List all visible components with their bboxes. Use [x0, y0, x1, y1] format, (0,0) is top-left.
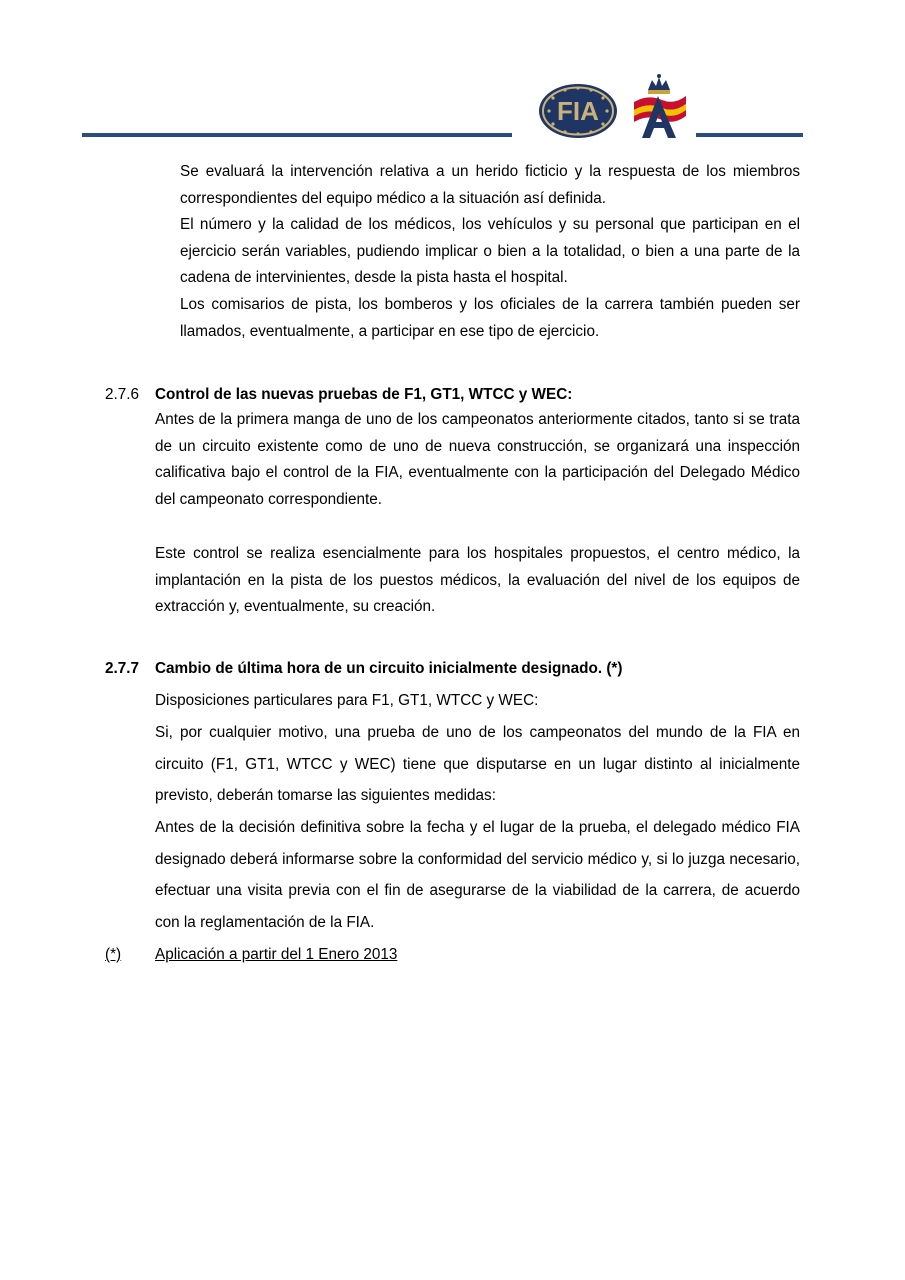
header-rule-right [696, 133, 803, 137]
rfeda-logo [628, 72, 690, 140]
section-277-paragraph-2: Si, por cualquier motivo, una prueba de uno de los campeonatos del mundo de la FIA en circuito (F1, GT1, WTCC y WEC) tiene que disputarse en un lugar distinto al inicialmente previsto, deberán tomarse las siguientes medidas: [155, 724, 800, 805]
section-277-number: 2.7.7 [105, 660, 140, 677]
section-276-number: 2.7.6 [105, 386, 140, 403]
intro-paragraph-3: Los comisarios de pista, los bomberos y los oficiales de la carrera también pueden ser llamados, eventualmente, a participar en ese tipo de ejercicio. [180, 296, 800, 340]
crown-icon [648, 74, 670, 94]
section-276-paragraph-2: Este control se realiza esencialmente para los hospitales propuestos, el centro médico, la implantación en la pista de los puestos médicos, la evaluación del nivel de los equipos de extracción y, eventualmente, su creación. [155, 545, 800, 616]
intro-paragraph-2: El número y la calidad de los médicos, los vehículos y su personal que participan en el ejercicio serán variables, pudiendo implicar o bien a la totalidad, o bien a una parte de la cadena de intervinientes, desde la pista hasta el hospital. [180, 216, 800, 287]
section-277-title: Cambio de última hora de un circuito inicialmente designado. (*) [155, 660, 623, 677]
section-276-paragraph-1: Antes de la primera manga de uno de los campeonatos anteriormente citados, tanto si se trata de un circuito existente como de uno de nueva construcción, se organizará una inspección calificativa bajo el control de la FIA, eventualmente con la participación del Delegado Médico del campeonato correspondiente. [155, 411, 800, 508]
section-276-title: Control de las nuevas pruebas de F1, GT1, WTCC y WEC: [155, 386, 573, 403]
fia-logo [537, 82, 619, 140]
footnote-marker: (*) [105, 946, 122, 963]
fia-logo-text: FIA [557, 96, 599, 126]
section-277-paragraph-1: Disposiciones particulares para F1, GT1, WTCC y WEC: [155, 692, 539, 709]
footnote-text: Aplicación a partir del 1 Enero 2013 [155, 946, 398, 963]
section-277-paragraph-3: Antes de la decisión definitiva sobre la fecha y el lugar de la prueba, el delegado médico FIA designado deberá informarse sobre la conformidad del servicio médico y, si lo juzga necesario, efectuar una visita previa con el fin de asegurarse de la viabilidad de la carrera, de acuerdo con la reglamentación de la FIA. [155, 819, 800, 932]
intro-paragraph-1: Se evaluará la intervención relativa a un herido ficticio y la respuesta de los miembros correspondientes del equipo médico a la situación así definida. [180, 163, 800, 207]
header-rule-left [82, 133, 512, 137]
